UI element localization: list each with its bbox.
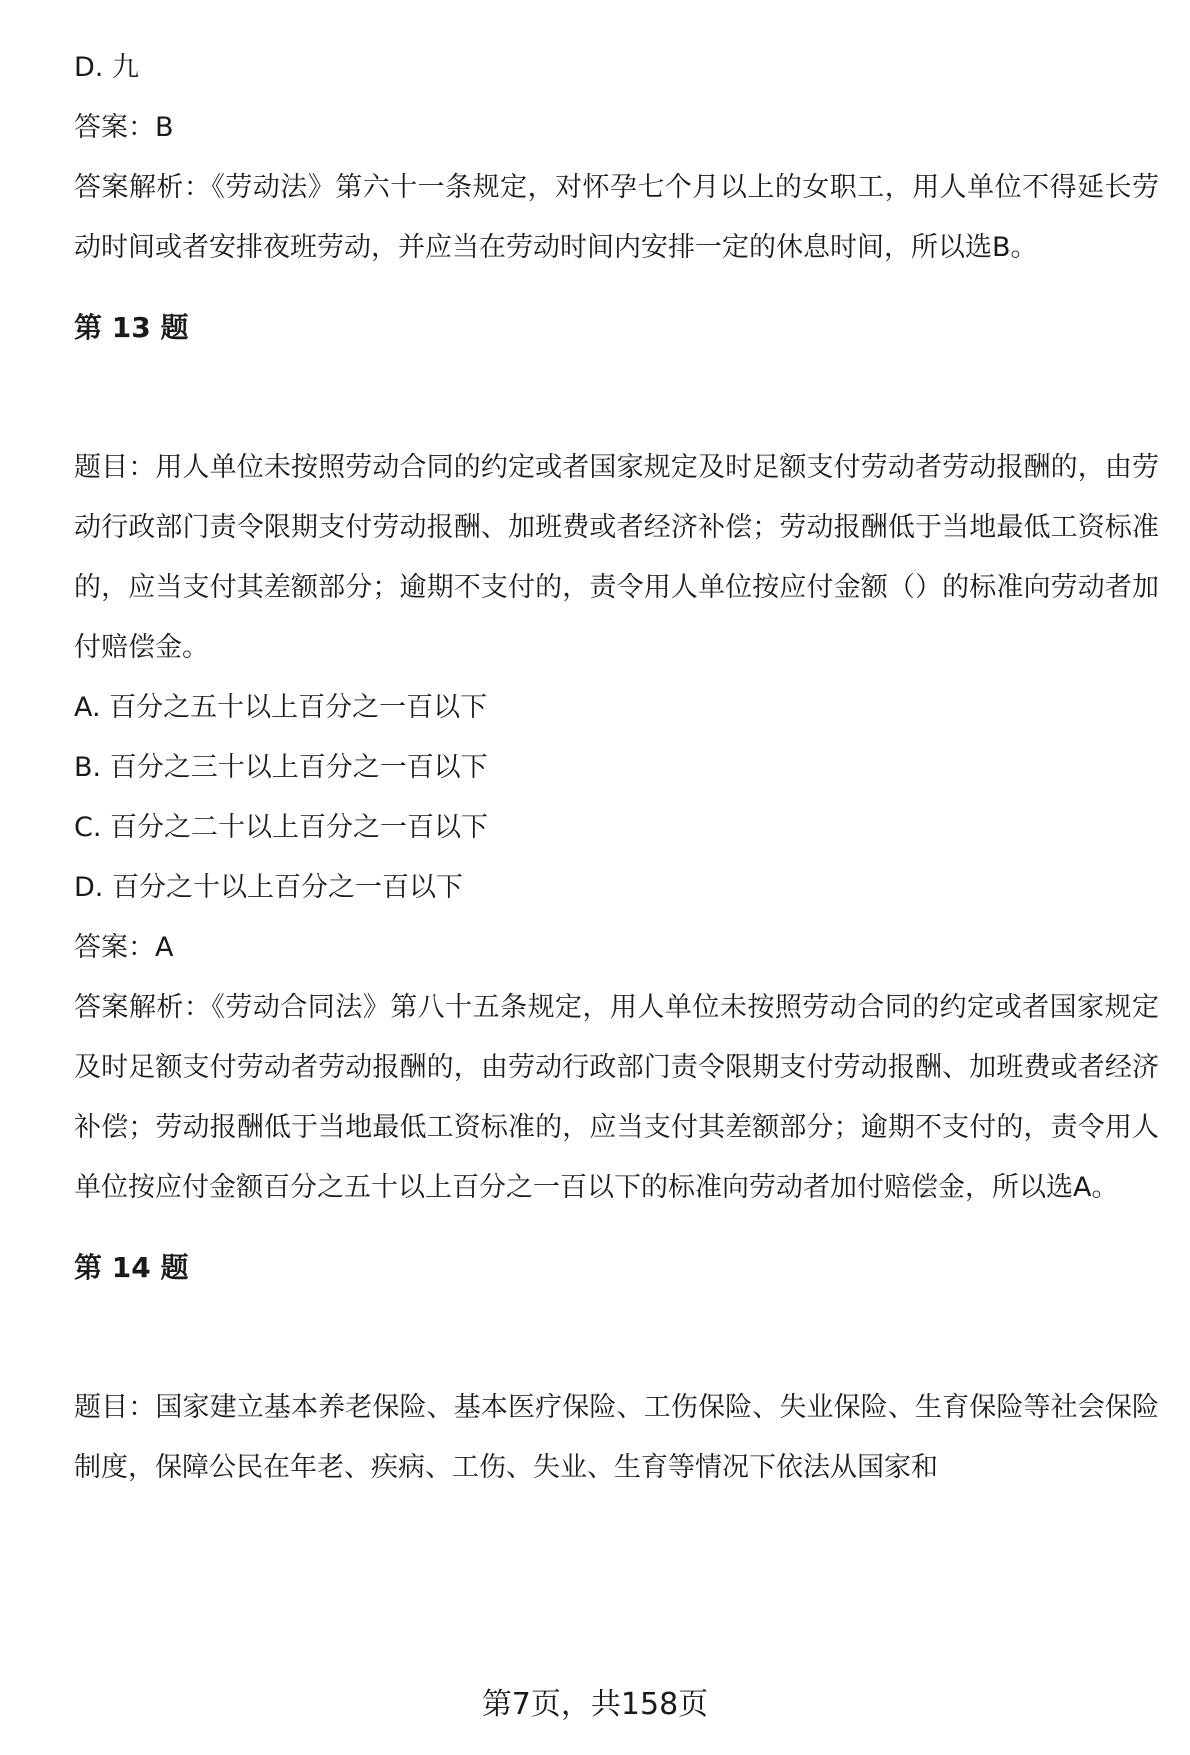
answer-prev: 答案：B (74, 112, 174, 143)
question-13-stem: 题目：用人单位未按照劳动合同的约定或者国家规定及时足额支付劳动者劳动报酬的，由劳动行政部门责令限期支付劳动报酬、加班费或者经济补偿；劳动报酬低于当地最低工资标准的，应当支付其差额部分；逾期不支付的，责令用人单位按应付金额（）的标准向劳动者加付赔偿金。 (74, 452, 1159, 663)
question-13-answer: 答案：A (74, 932, 174, 963)
page-number-footer: 第7页，共158页 (481, 1687, 709, 1722)
question-13-option-c: C. 百分之二十以上百分之一百以下 (74, 812, 489, 843)
question-13-option-a: A. 百分之五十以上百分之一百以下 (74, 692, 488, 723)
question-13-explanation: 答案解析：《劳动合同法》第八十五条规定，用人单位未按照劳动合同的约定或者国家规定及时足额支付劳动者劳动报酬的，由劳动行政部门责令限期支付劳动报酬、加班费或者经济补偿；劳动报酬低于当地最低工资标准的，应当支付其差额部分；逾期不支付的，责令用人单位按应付金额百分之五十以上百分之一百以下的标准向劳动者加付赔偿金，所以选A。 (74, 992, 1159, 1203)
question-14-heading: 第 14 题 (74, 1251, 189, 1284)
option-d-prev: D. 九 (74, 52, 139, 83)
explanation-prev: 答案解析：《劳动法》第六十一条规定，对怀孕七个月以上的女职工，用人单位不得延长劳动时间或者安排夜班劳动，并应当在劳动时间内安排一定的休息时间，所以选B。 (74, 172, 1159, 263)
question-13-option-d: D. 百分之十以上百分之一百以下 (74, 872, 463, 903)
question-13-heading: 第 13 题 (74, 311, 189, 344)
document-page (74, 38, 1159, 1498)
question-14-stem: 题目：国家建立基本养老保险、基本医疗保险、工伤保险、失业保险、生育保险等社会保险制度，保障公民在年老、疾病、工伤、失业、生育等情况下依法从国家和 (74, 1392, 1159, 1483)
question-13-option-b: B. 百分之三十以上百分之一百以下 (74, 752, 488, 783)
